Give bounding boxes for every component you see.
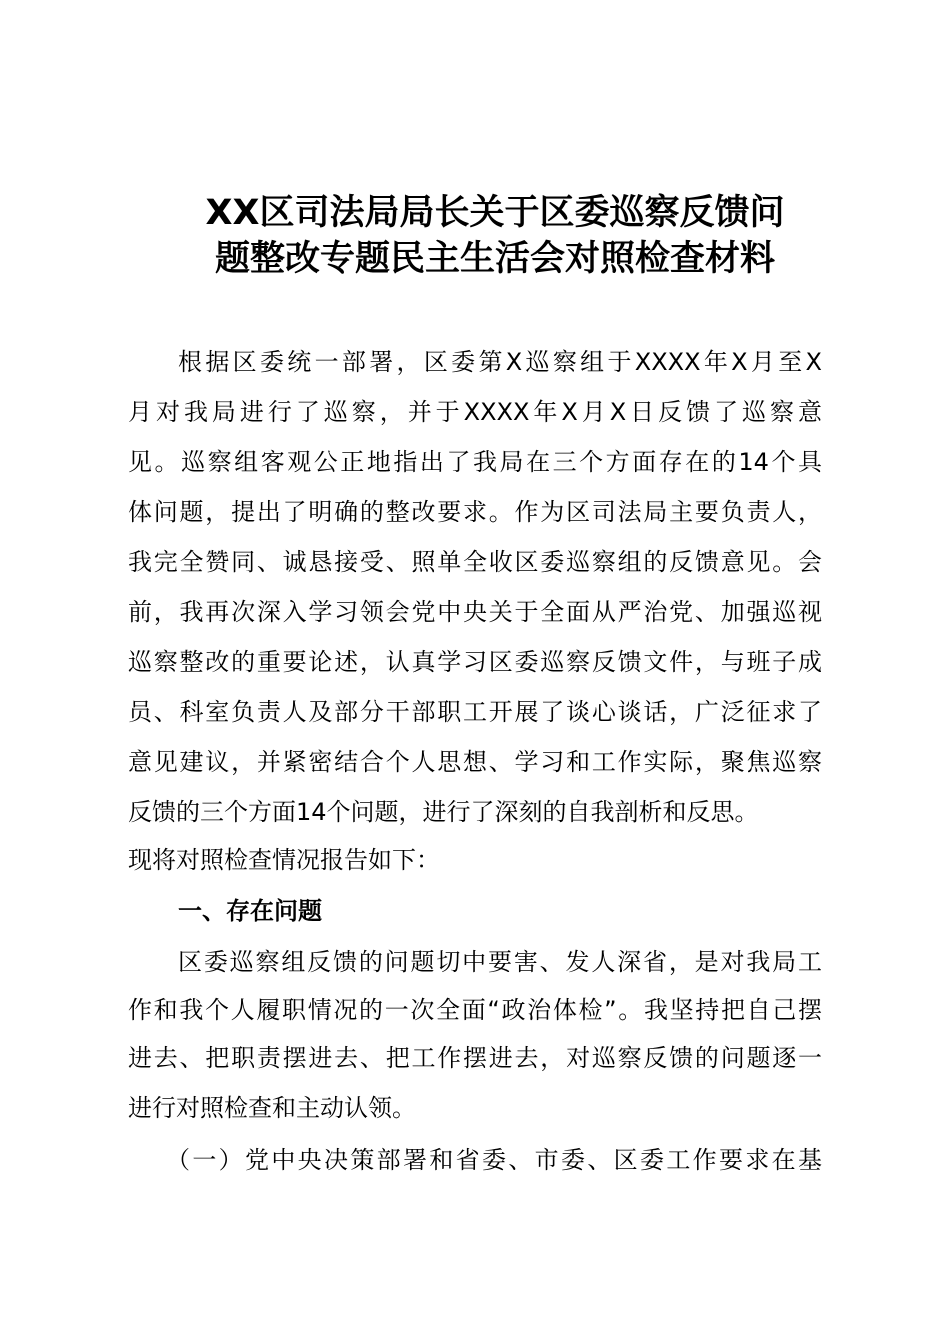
title-line: 题整改专题民主生活会对照检查材料 xyxy=(214,239,775,279)
paragraph-line: 区委巡察组反馈的问题切中要害、发人深省，是对我局工 xyxy=(178,948,822,976)
paragraph-line: 前，我再次深入学习领会党中央关于全面从严治党、加强巡视 xyxy=(128,598,822,626)
paragraph-line: 作和我个人履职情况的一次全面“政治体检”。我坚持把自己摆 xyxy=(128,996,822,1024)
title-line: XX区司法局局长关于区委巡察反馈问 xyxy=(205,193,785,233)
paragraph-line: 巡察整改的重要论述，认真学习区委巡察反馈文件，与班子成 xyxy=(128,648,822,676)
paragraph-line: 进去、把职责摆进去、把工作摆进去，对巡察反馈的问题逐一 xyxy=(128,1044,822,1072)
paragraph-line: 月对我局进行了巡察，并于XXXX年X月X日反馈了巡察意 xyxy=(128,398,822,426)
paragraph-line: 现将对照检查情况报告如下： xyxy=(128,846,440,874)
paragraph-line: 进行对照检查和主动认领。 xyxy=(128,1094,416,1122)
paragraph-line: 体问题，提出了明确的整改要求。作为区司法局主要负责人， xyxy=(128,498,822,526)
paragraph-line: 反馈的三个方面14个问题，进行了深刻的自我剖析和反思。 xyxy=(128,798,759,826)
section-heading: 一、存在问题 xyxy=(178,897,322,925)
paragraph-line: 见。巡察组客观公正地指出了我局在三个方面存在的14个具 xyxy=(128,448,822,476)
document-title xyxy=(150,190,840,282)
subheading: （一）党中央决策部署和省委、市委、区委工作要求在基 xyxy=(166,1146,822,1174)
paragraph-line: 员、科室负责人及部分干部职工开展了谈心谈话，广泛征求了 xyxy=(128,698,822,726)
paragraph-line: 意见建议，并紧密结合个人思想、学习和工作实际，聚焦巡察 xyxy=(128,748,822,776)
paragraph-line: 根据区委统一部署，区委第X巡察组于XXXX年X月至X xyxy=(178,348,822,376)
paragraph-line: 我完全赞同、诚恳接受、照单全收区委巡察组的反馈意见。会 xyxy=(128,548,822,576)
